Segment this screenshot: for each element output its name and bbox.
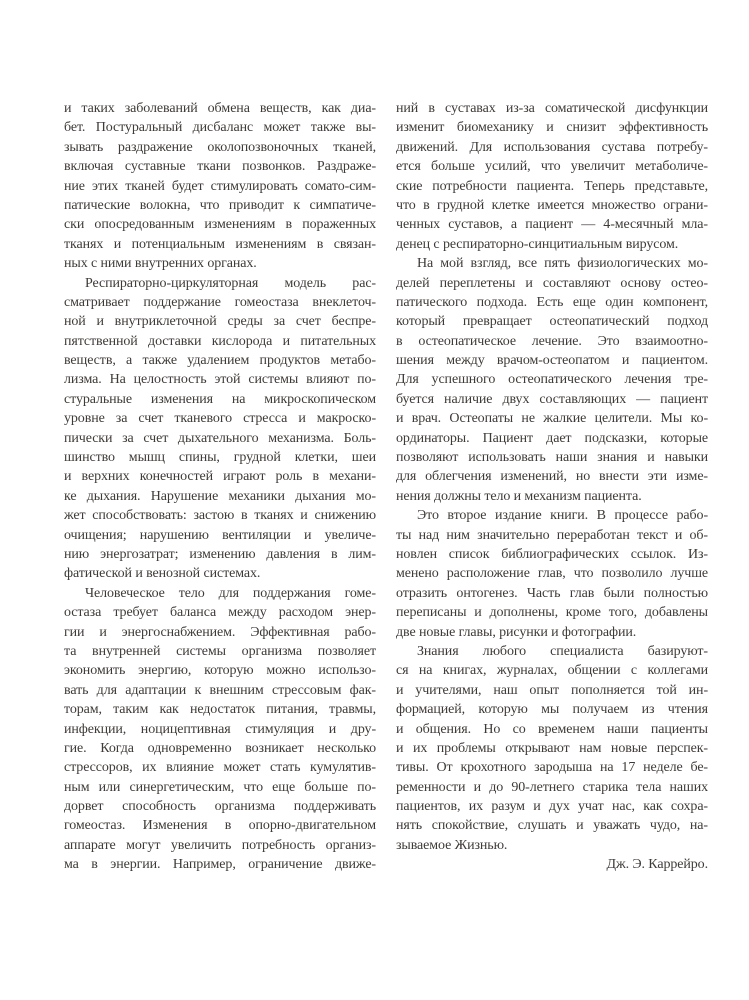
text-line: движений. Для использования сустава потребу-	[396, 139, 708, 155]
text-line: ски опосредованным изменениям в пораженных	[64, 217, 376, 233]
text-line: что в грудной клетке имеется множество ограни-	[396, 197, 708, 213]
text-line: ется больше усилий, что увеличит метаболиче-	[396, 159, 708, 175]
text-line: жет способствовать: застою в тканях и снижению	[64, 508, 376, 524]
text-line: переписаны и дополнены, кроме того, добавлены	[396, 605, 708, 621]
text-line: пятственной доставки кислорода и питательных	[64, 333, 376, 349]
text-line: стрессоров, их влияние может стать кумулятив-	[64, 760, 376, 776]
text-line: и врач. Остеопаты не жалкие целители. Мы ко-	[396, 411, 708, 427]
text-line: и учителями, наш опыт пополняется той ин-	[396, 682, 708, 698]
text-block	[64, 99, 708, 875]
text-line: две новые главы, рисунки и фотографии.	[396, 624, 637, 640]
text-line: остаза требует баланса между расходом энер-	[64, 605, 376, 621]
text-line: ние этих тканей будет стимулировать сомато-сим-	[64, 178, 376, 194]
text-line: для облегчения изменений, но внести эти изме-	[396, 469, 708, 485]
text-line: и таких заболеваний обмена веществ, как диа-	[64, 101, 376, 116]
text-line: инфекции, ноцицептивная стимуляция и дру-	[64, 721, 376, 737]
text-line: ний в суставах из-за соматической дисфункции	[396, 101, 708, 116]
text-line: формацией, которую мы получаем из чтения	[396, 702, 708, 718]
text-line: торам, таким как недостаток питания, травмы,	[64, 702, 376, 718]
text-line: включая суставные ткани позвонков. Раздраже-	[64, 159, 376, 175]
text-line: стуральные изменения на микроскопическом	[64, 391, 376, 407]
text-line: Для успешного остеопатического лечения тре-	[396, 372, 708, 388]
text-line: ченных суставов, а пациент — 4-месячный мла-	[396, 217, 708, 233]
text-line: сматривает поддержание гомеостаза внеклеточ-	[64, 294, 376, 310]
text-line: Респираторно-циркуляторная модель рас-	[85, 275, 376, 291]
text-column-right	[396, 99, 708, 875]
text-line: изменит биомеханику и снизит эффективность	[396, 120, 708, 136]
text-line: та внутренней системы организма позволяет	[64, 643, 376, 659]
text-line: тканях и потенциальным изменениям в связан-	[64, 236, 376, 252]
text-line: зываемое Жизнью.	[396, 837, 508, 853]
text-line: дорвет способность организма поддерживать	[64, 799, 376, 815]
text-line: делей переплетены и составляют основу остео-	[396, 275, 708, 291]
text-line: и их проблемы открывают нам новые перспек-	[396, 740, 708, 756]
text-line: ты над ним значительно переработан текст и об-	[396, 527, 708, 543]
text-line: ке дыхания. Нарушение механики дыхания мо-	[64, 488, 376, 504]
text-line: и общения. Но со временем наши пациенты	[396, 721, 708, 737]
text-line: в остеопатическое лечение. Это взаимоотно-	[396, 333, 708, 349]
text-line: буется наличие двух составляющих — пациент	[396, 391, 708, 407]
text-line: нию энергозатрат; изменению давления в лим-	[64, 546, 376, 562]
text-line: новлен список библиографических ссылок. Из-	[396, 546, 708, 562]
text-line: патические волокна, что приводит к симпатиче-	[64, 197, 376, 213]
text-line: ординаторы. Пациент дает подсказки, которые	[396, 430, 708, 446]
text-line: ма в энергии. Например, ограничение движе-	[64, 857, 376, 873]
text-line: ных с ними внутренних органах.	[64, 256, 257, 272]
text-line: позволяют использовать наши знания и навыки	[396, 450, 708, 466]
text-line: Человеческое тело для поддержания гоме-	[85, 585, 376, 601]
text-line: уровне за счет тканевого стресса и макроско-	[64, 411, 376, 427]
text-column-left	[64, 99, 376, 875]
text-line: зывать раздражение околопозвоночных тканей,	[64, 139, 376, 155]
text-line: ские потребности пациента. Теперь представьте,	[396, 178, 708, 194]
text-line: нять спокойствие, слушать и уважать чудо, на-	[396, 818, 708, 834]
text-line: аппарате могут увеличить потребность организ-	[64, 837, 376, 853]
text-line: Это второе издание книги. В процессе рабо-	[417, 508, 708, 524]
text-line: тивы. От крохотного зародыша на 17 неделе бе-	[396, 760, 708, 776]
text-line: денец с респираторно-синцитиальным вирусом.	[396, 236, 679, 252]
text-line: гие. Когда одновременно возникает несколько	[64, 740, 376, 756]
text-line: нения должны тело и механизм пациента.	[396, 488, 642, 504]
text-line: ременности и до 90-летнего старика тела наших	[396, 779, 708, 795]
text-line: менено расположение глав, что позволило лучше	[396, 566, 708, 582]
text-line: гии и энергоснабжением. Эффективная рабо-	[64, 624, 376, 640]
text-line: пически за счет дыхательного механизма. Боль-	[64, 430, 376, 446]
text-line: отразить онтогенез. Часть глав были полностью	[396, 585, 708, 601]
text-line: бет. Постуральный дисбаланс может также вы-	[64, 120, 376, 136]
text-line: вать для адаптации к внешним стрессовым фак-	[64, 682, 376, 698]
text-line: экономить энергию, которую можно использо-	[64, 663, 376, 679]
text-line: ным или синергетическим, что еще больше по-	[64, 779, 376, 795]
text-line: очищения; нарушению вентиляции и увеличе-	[64, 527, 376, 543]
text-line: ся на книгах, журналах, общении с коллегами	[396, 663, 708, 679]
text-line: который превращает остеопатический подход	[396, 314, 708, 330]
text-line: фатической и венозной системах.	[64, 566, 261, 582]
text-line: лизма. На целостность этой системы влияют по-	[64, 372, 376, 388]
text-line: шения между врачом-остеопатом и пациентом.	[396, 353, 708, 369]
text-line: Дж. Э. Каррейро.	[606, 857, 708, 873]
text-line: гомеостаз. Изменения в опорно-двигательном	[64, 818, 376, 834]
text-line: и верхних конечностей играют роль в механи-	[64, 469, 376, 485]
text-line: Знания любого специалиста базируют-	[417, 643, 708, 659]
text-line: веществ, а также удалением продуктов метабо-	[64, 353, 376, 369]
text-line: ной и внутриклеточной среды за счет беспре-	[64, 314, 376, 330]
text-line: На мой взгляд, все пять физиологических мо-	[417, 256, 708, 272]
text-line: патического подхода. Есть еще один компонент,	[396, 294, 708, 310]
text-line: пациентов, их разум и дух учат нас, как сохра-	[396, 799, 708, 815]
text-line: шинство мышц спины, грудной клетки, шеи	[64, 450, 376, 466]
